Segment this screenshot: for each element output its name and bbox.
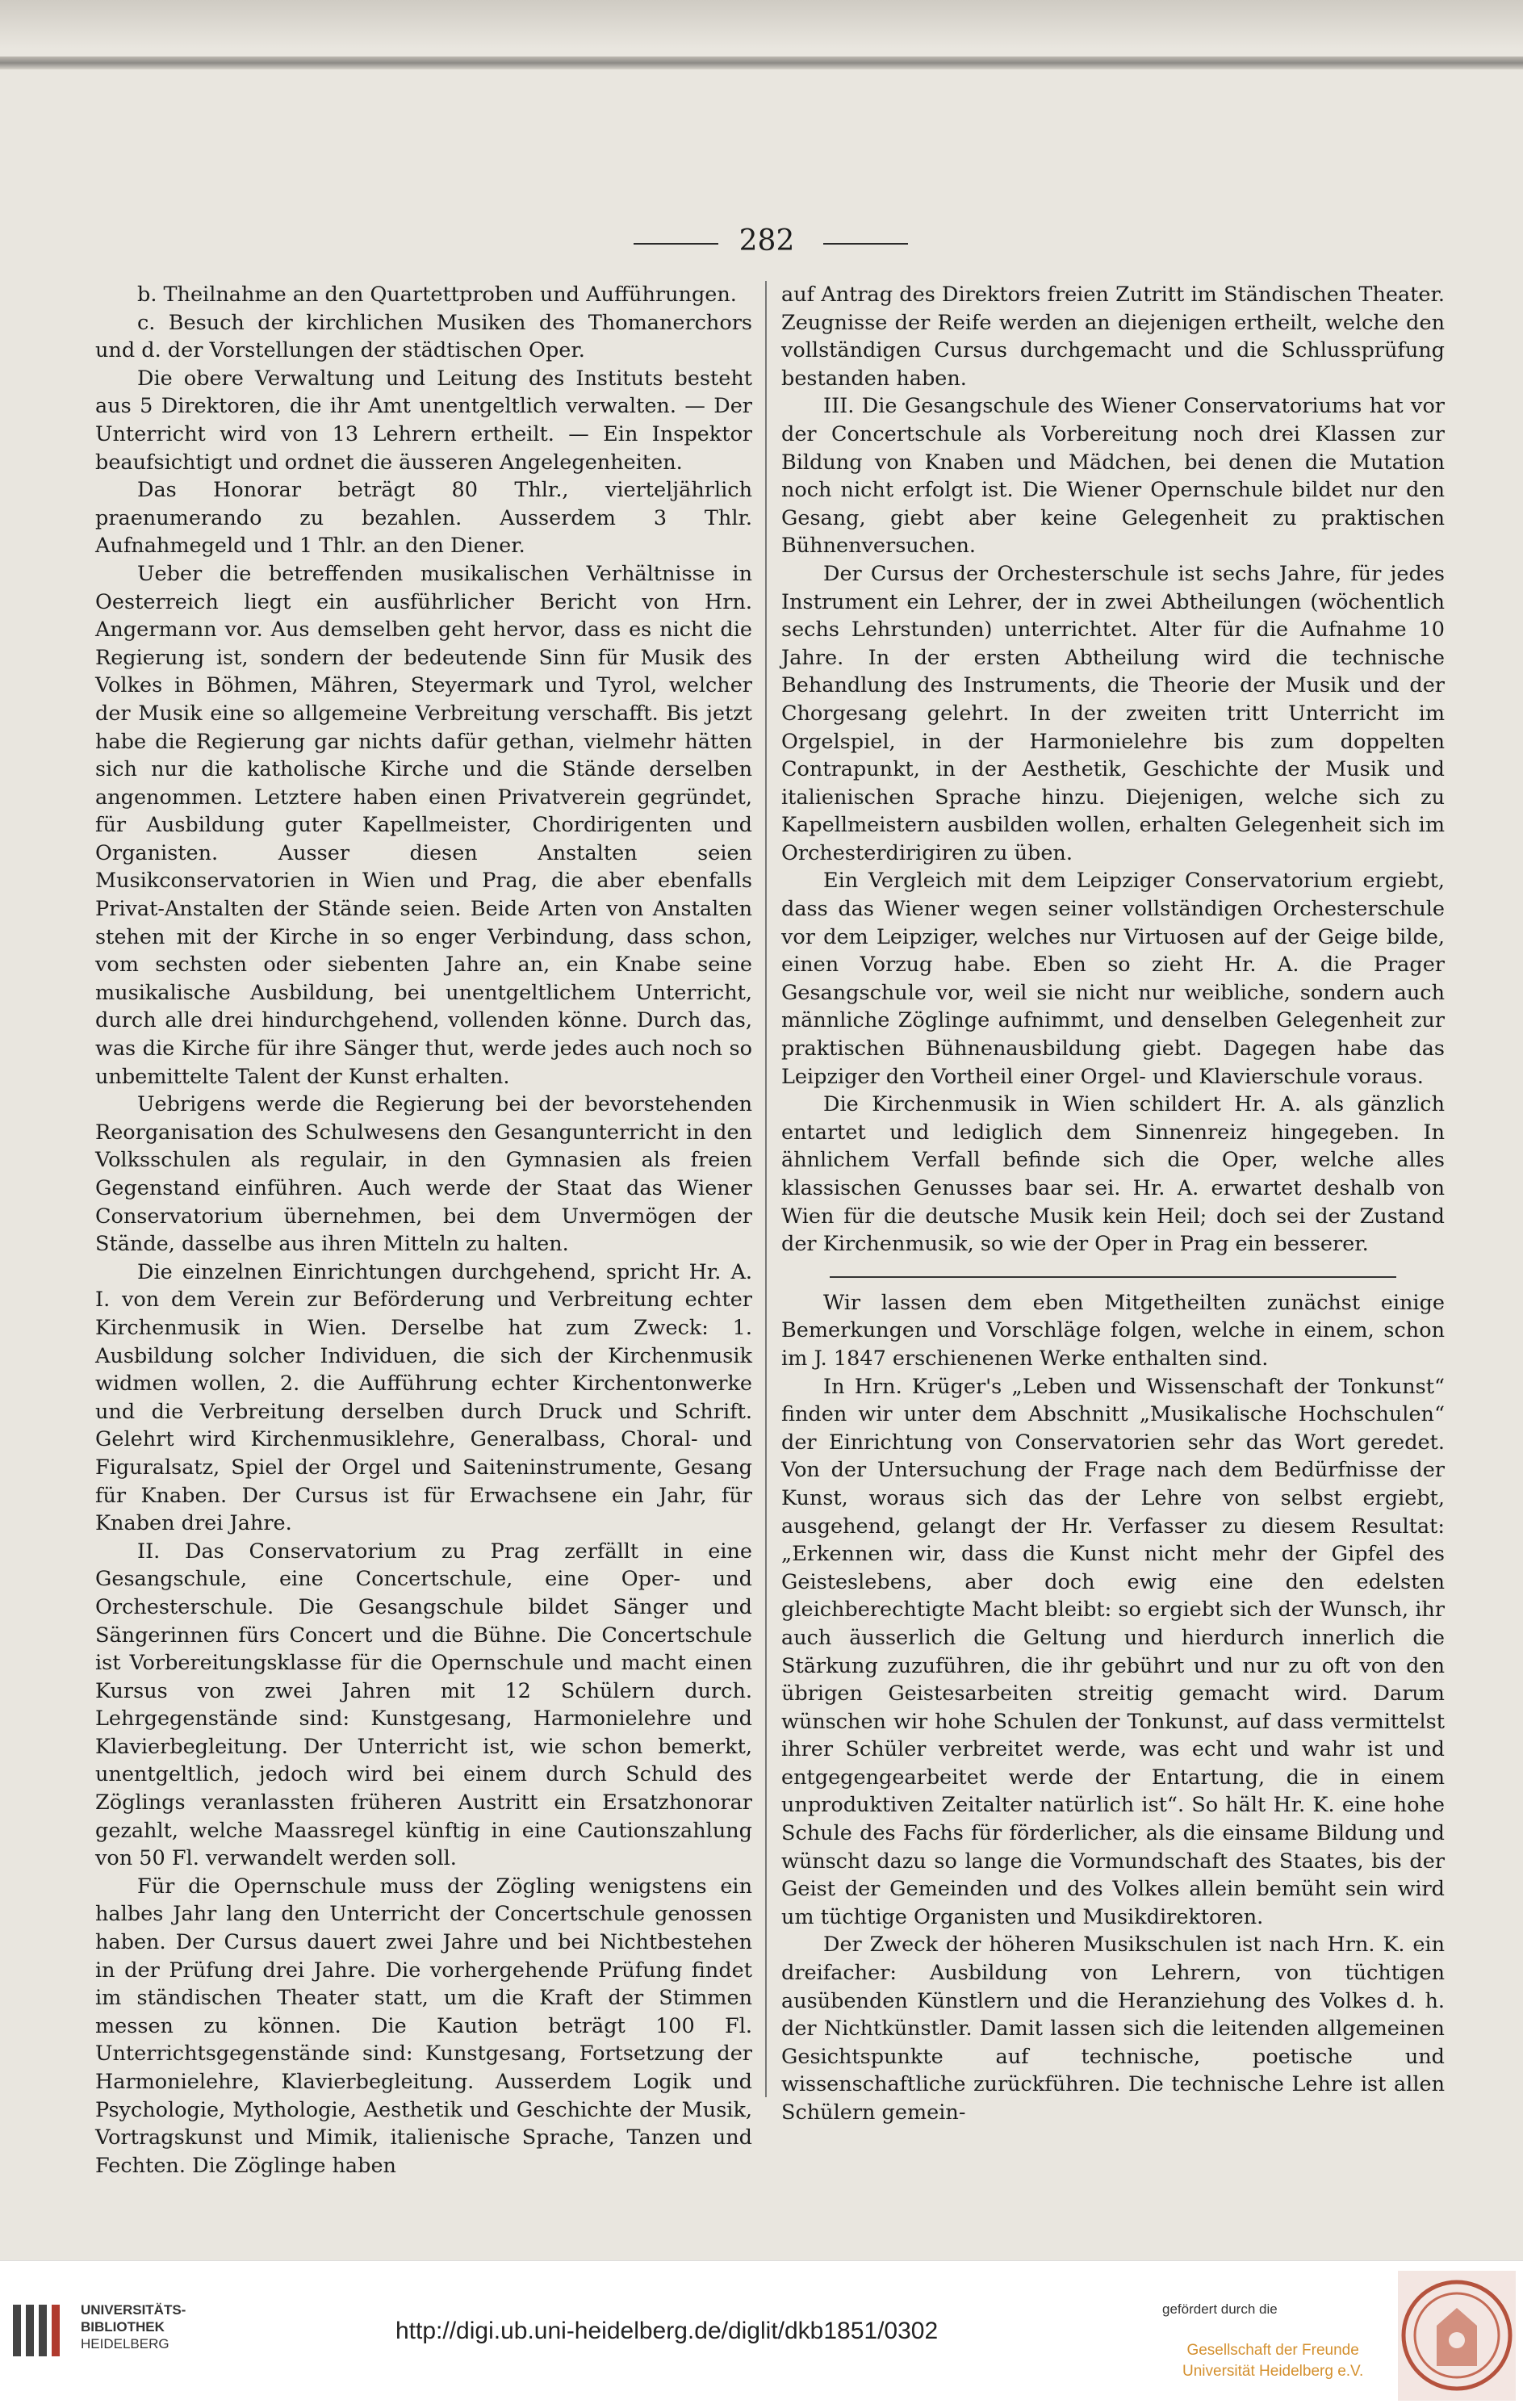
sponsor-name <box>1182 2340 1363 2382</box>
paragraph: III. Die Gesangschule des Wiener Conservatoriums hat vor der Concertschule als Vorbereitung noch drei Klassen zur Bildung von Knaben und Mädchen, bei denen die Mutation noch nicht erfolgt ist. Die Wiener Opernschule bildet nur den Gesang, giebt aber keine Gelegenheit zu praktischen Bühnenversuchen. <box>781 394 1445 559</box>
footer-bar <box>0 2260 1523 2408</box>
scan-edge-line <box>0 57 1523 69</box>
paragraph: Die obere Verwaltung und Leitung des Instituts besteht aus 5 Direktoren, die ihr Amt unentgeltlich verwalten. — Der Unterricht wird von 13 Lehrern ertheilt. — Ein Inspektor beaufsichtigt und ordnet die äusseren Angelegenheiten. <box>95 366 752 475</box>
paragraph: Ein Vergleich mit dem Leipziger Conservatorium ergiebt, dass das Wiener wegen seiner vollständigen Orchesterschule vor dem Leipziger, welches nur Virtuosen auf der Geige bilde, einen Vorzug habe. Eben so zieht Hr. A. die Prager Gesangschule vor, weil sie nicht nur weibliche, sondern auch männliche Zöglinge aufnimmt, und denselben Gelegenheit zur praktischen Bühnenausbildung giebt. Dagegen habe das Leipziger den Vortheil einer Orgel- und Klavierschule voraus. <box>781 869 1445 1089</box>
paragraph: Die Kirchenmusik in Wien schildert Hr. A. als gänzlich entartet und lediglich dem Sinnenreiz hingegeben. In ähnlichem Verfall befinde sich die Oper, welche alles klassischen Genusses baar sei. Hr. A. erwartet deshalb von Wien für die deutsche Musik kein Heil; doch sei der Zustand der Kirchenmusik, so wie der Oper in Prag ein besserer. <box>781 1092 1445 1257</box>
paragraph: auf Antrag des Direktors freien Zutritt im Ständischen Theater. Zeugnisse der Reife werden an diejenigen ertheilt, welche den vollständigen Cursus durchgemacht und die Schlussprüfung bestanden haben. <box>781 283 1445 391</box>
paragraph: Ueber die betreffenden musikalischen Verhältnisse in Oesterreich liegt ein ausführlicher Bericht von Hrn. Angermann vor. Aus demselben geht hervor, dass es nicht die Regierung ist, sondern der bedeutende Sinn für Musik des Volkes in Böhmen, Mähren, Steyermark und Tyrol, welcher der Musik eine so allgemeine Verbreitung verschafft. Bis jetzt habe die Regierung gar nichts dafür gethan, vielmehr hätten sich nur die katholische Kirche und die Stände derselben angenommen. Letztere haben einen Privatverein gegründet, für Ausbildung guter Kapellmeister, Chordirigenten und Organisten. Ausser diesen Anstalten seien Musikconservatorien in Wien und Prag, die aber ebenfalls Privat-Anstalten der Stände seien. Beide Arten von Anstalten stehen mit der Kirche in so enger Verbindung, dass schon, vom sechsten oder siebenten Jahre an, ein Knabe seine musikalische Ausbildung, bei unentgeltlichem Unterricht, durch alle drei hindurchgehend, vollenden könne. Durch das, was die Kirche für ihre Sänger thut, werde jedes auch noch so unbemittelte Talent der Kunst erhalten. <box>95 561 752 1089</box>
paragraph: Wir lassen dem eben Mitgetheilten zunächst einige Bemerkungen und Vorschläge folgen, welche in einem, schon im J. 1847 erschienenen Werke enthalten sind. <box>781 1290 1445 1371</box>
page-number-rule-left <box>634 243 718 245</box>
page-number-rule-right <box>823 243 908 245</box>
right-column <box>781 281 1445 2127</box>
paragraph: Für die Opernschule muss der Zögling wenigstens ein halbes Jahr lang den Unterricht der Concertschule genossen haben. Der Cursus dauert zwei Jahre und bei Nichtbestehen in der Prüfung drei Jahre. Die vorhergehende Prüfung findet im ständischen Theater statt, um die Kraft der Stimmen messen zu können. Die Kaution beträgt 100 Fl. Unterrichtsgegenstände sind: Kunstgesang, Fortsetzung der Harmonielehre, Klavierbegleitung. Ausserdem Logik und Psychologie, Mythologie, Aesthetik und Geschichte der Musik, Vortragskunst und Mimik, italienische Sprache, Tanzen und Fechten. Die Zöglinge haben <box>95 1874 752 2178</box>
paragraph: Der Cursus der Orchesterschule ist sechs Jahre, für jedes Instrument ein Lehrer, der in zwei Abtheilungen (wöchentlich sechs Lehrstunden) unterrichtet. Alter für die Aufnahme 10 Jahre. In der ersten Abtheilung wird die technische Behandlung des Instruments, die Theorie der Musik und der Chorgesang gelehrt. In der zweiten tritt Unterricht im Orgelspiel, in der Harmonielehre bis zum doppelten Contrapunkt, in der Aesthetik, Geschichte der Musik und italienischen Sprache hinzu. Diejenigen, welche sich zu Kapellmeistern ausbilden wollen, erhalten Gelegenheit sich im Orchesterdirigiren zu üben. <box>781 561 1445 865</box>
institution-line: HEIDELBERG <box>81 2336 169 2351</box>
left-column <box>95 281 752 2180</box>
paragraph: b. Theilnahme an den Quartettproben und Aufführungen. <box>137 283 737 307</box>
sponsor-label: gefördert durch die <box>1162 2301 1278 2317</box>
column-divider <box>765 281 767 2097</box>
paragraph: Das Honorar beträgt 80 Thlr., vierteljährlich praenumerando zu bezahlen. Ausserdem 3 Thlr. Aufnahmegeld und 1 Thlr. an den Diener. <box>95 478 752 559</box>
institution-line: UNIVERSITÄTS- <box>81 2302 186 2318</box>
paragraph: Der Zweck der höheren Musikschulen ist nach Hrn. K. ein dreifacher: Ausbildung von Lehrern, von tüchtigen ausübenden Künstlern und die Heranziehung des Volkes d. h. der Nichtkünstler. Damit lassen sich die leitenden allgemeinen Gesichtspunkte auf technische, poetische und wissenschaftliche zurückführen. Die technische Lehre ist allen Schülern gemein- <box>781 1933 1445 2125</box>
institution-name <box>81 2301 186 2352</box>
institution-line: BIBLIOTHEK <box>81 2319 165 2335</box>
paragraph: Die einzelnen Einrichtungen durchgehend, spricht Hr. A. I. von dem Verein zur Beförderung und Verbreitung echter Kirchenmusik in Wien. Derselbe hat zum Zweck: 1. Ausbildung solcher Individuen, die sich der Kirchenmusik widmen wollen, 2. die Aufführung echter Kirchentonwerke und die Verbreitung derselben durch Druck und Schrift. Gelehrt wird Kirchenmusiklehre, Generalbass, Choral- und Figuralsatz, Spiel der Orgel und Saiteninstrumente, Gesang für Knaben. Der Cursus ist für Erwachsene ein Jahr, für Knaben drei Jahre. <box>95 1259 752 1536</box>
page-number: 282 <box>738 224 795 258</box>
paragraph: Uebrigens werde die Regierung bei der bevorstehenden Reorganisation des Schulwesens den Gesangunterricht in den Volksschulen als regulair, in den Gymnasien als freien Gegenstand einführen. Auch werde der Staat das Wiener Conservatorium übernehmen, bei dem Unvermögen der Stände, dasselbe aus ihren Mitteln zu halten. <box>95 1092 752 1257</box>
university-library-logo-icon <box>10 2300 71 2361</box>
scan-top-band <box>0 0 1523 48</box>
sponsor-line: Universität Heidelberg e.V. <box>1182 2363 1364 2380</box>
paragraph: c. Besuch der kirchlichen Musiken des Thomanerchors und d. der Vorstellungen der städtischen Oper. <box>95 310 752 363</box>
paragraph: In Hrn. Krüger's „Leben und Wissenschaft der Tonkunst“ finden wir unter dem Abschnitt „Musikalische Hochschulen“ der Einrichtung von Conservatorien sehr das Wort geredet. Von der Untersuchung der Frage nach dem Bedürfnisse der Kunst, woraus sich das der Lehre von selbst ergiebt, ausgehend, gelangt der Hr. Verfasser zu diesem Resultat: „Erkennen wir, dass die Kunst nicht mehr der Gipfel des Geisteslebens, aber doch ewig eine den edelsten gleichberechtigte Macht bleibt: so ergiebt sich der Wunsch, ihr auch äusserlich die Geltung und hierdurch innerlich die Stärkung zuzuführen, die ihr gebührt und nur zu oft von den übrigen Geistesarbeiten streitig gemacht wird. Darum wünschen wir hohe Schulen der Tonkunst, auf dass vermittelst ihrer Schüler verbreitet werde, was echt und wahr ist und entgegengearbeitet werde der Entartung, die in einem unproduktiven Zeitalter natürlich ist“. So hält Hr. K. eine hohe Schule des Fachs für förderlicher, als die einsame Bildung und wünscht dazu so lange die Vormundschaft des Staates, bis der Geist der Gemeinden und des Volkes allein bemüht sein wird um tüchtige Organisten und Musikdirektoren. <box>781 1374 1445 1929</box>
digital-library-link[interactable]: http://digi.ub.uni-heidelberg.de/diglit/dkb1851/0302 <box>395 2318 939 2344</box>
university-seal-icon <box>1396 2269 1517 2402</box>
sponsor-line: Gesellschaft der Freunde <box>1186 2342 1359 2359</box>
paragraph: II. Das Conservatorium zu Prag zerfällt in eine Gesangschule, eine Concertschule, eine Oper- und Orchesterschule. Die Gesangschule bildet Sänger und Sängerinnen fürs Concert und die Bühne. Die Concertschule ist Vorbereitungsklasse für die Opernschule und macht einen Kursus von zwei Jahren mit 12 Schülern durch. Lehrgegenstände sind: Kunstgesang, Harmonielehre und Klavierbegleitung. Der Unterricht ist, wie schon bemerkt, unentgeltlich, jedoch wird bei einem durch Schuld des Zöglings veranlassten früheren Austritt ein Ersatzhonorar gezahlt, welche Maassregel künftig in eine Cautionszahlung von 50 Fl. verwandelt werden soll. <box>95 1539 752 1871</box>
section-separator <box>830 1276 1396 1278</box>
